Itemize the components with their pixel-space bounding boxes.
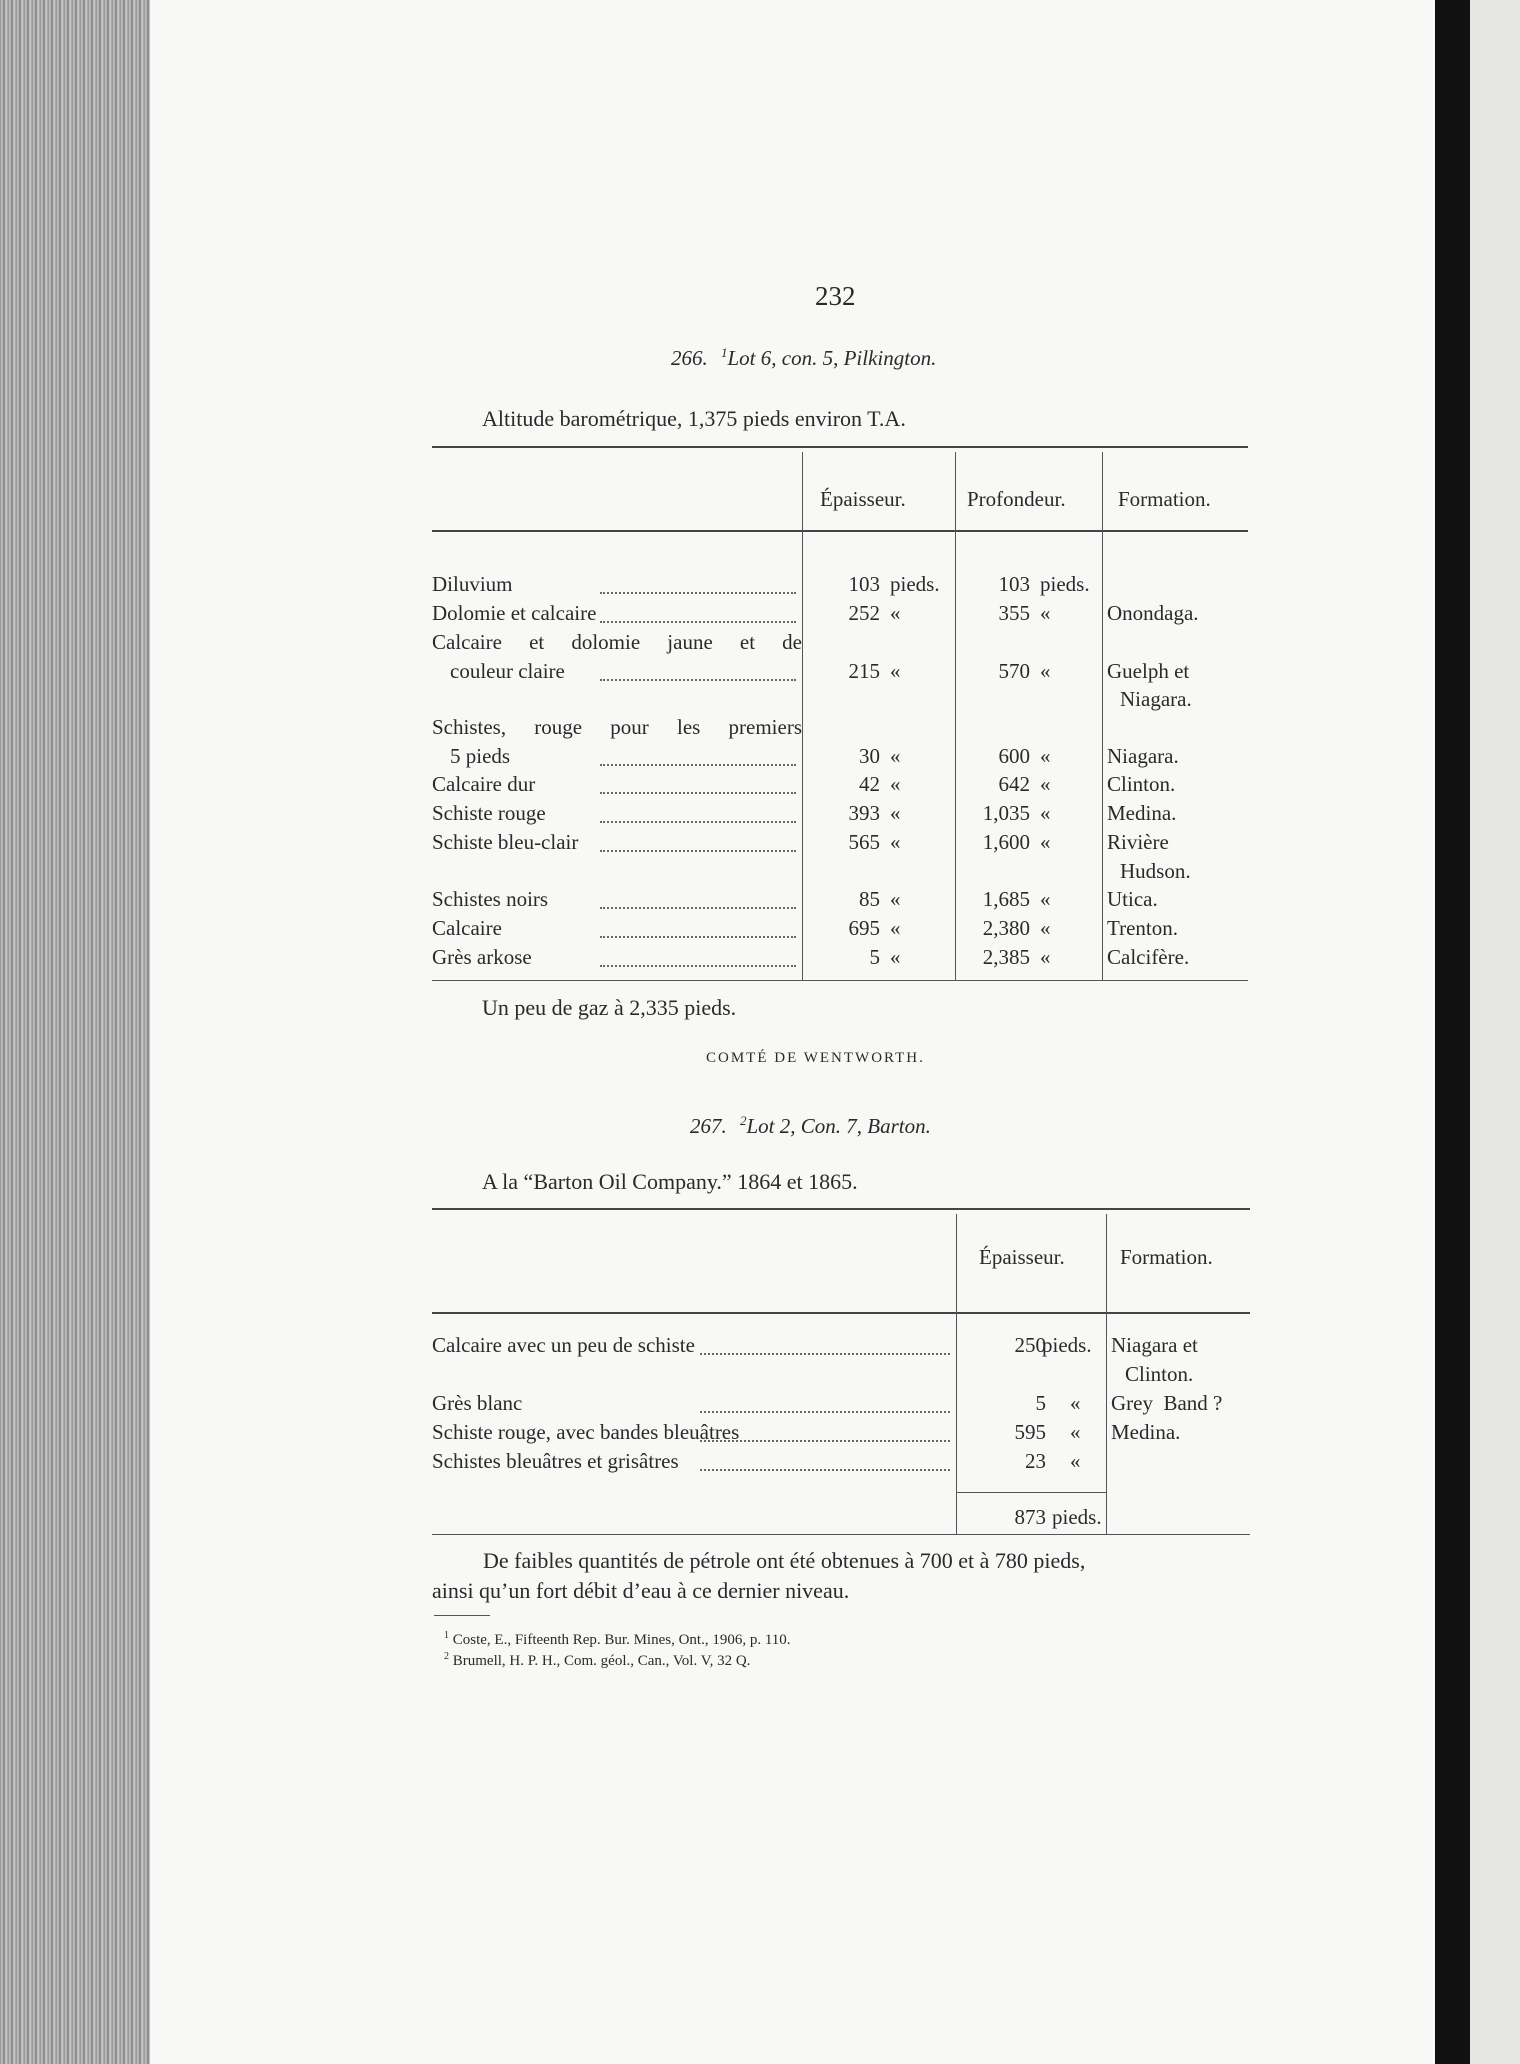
leader-dots bbox=[600, 850, 796, 852]
table1-header-rule bbox=[432, 530, 1248, 532]
thickness-value: 5 bbox=[1035, 1391, 1046, 1415]
description-line: Dolomie et calcaire bbox=[432, 601, 597, 625]
description-line: couleur claire bbox=[450, 658, 565, 683]
thickness-value: 23 bbox=[1025, 1449, 1046, 1473]
table1-bottom-rule bbox=[432, 980, 1248, 981]
depth-unit: « bbox=[1040, 743, 1051, 768]
formation-value: Hudson. bbox=[1120, 858, 1191, 883]
formation-value: Grey Band ? bbox=[1111, 1391, 1223, 1415]
depth-unit: pieds. bbox=[1040, 572, 1090, 596]
formation-value: Onondaga. bbox=[1107, 601, 1199, 625]
table1-col-divider bbox=[955, 452, 956, 980]
footnote-1 bbox=[444, 1630, 791, 1649]
table2-col-divider bbox=[956, 1214, 957, 1534]
depth-unit: « bbox=[1040, 887, 1051, 911]
leader-dots bbox=[600, 965, 796, 967]
thickness-value: 42 bbox=[859, 772, 880, 796]
book-page bbox=[150, 0, 1435, 2064]
thickness-value: 215 bbox=[848, 658, 880, 683]
depth-unit: « bbox=[1040, 916, 1051, 940]
depth-unit: « bbox=[1040, 658, 1051, 683]
column-header-formation: Formation. bbox=[1118, 487, 1211, 511]
thickness-unit: pieds. bbox=[1042, 1333, 1092, 1357]
thickness-value: 252 bbox=[848, 601, 880, 625]
thickness-unit: « bbox=[890, 743, 901, 768]
description-line: Schiste rouge bbox=[432, 801, 546, 825]
description-line: Diluvium bbox=[432, 572, 513, 596]
thickness-unit: « bbox=[890, 658, 901, 683]
thickness-unit: « bbox=[890, 945, 901, 969]
section-267-intro: A la “Barton Oil Company.” 1864 et 1865. bbox=[482, 1169, 858, 1194]
table1-col-divider bbox=[802, 452, 803, 980]
thickness-value: 695 bbox=[848, 916, 880, 940]
leader-dots bbox=[700, 1353, 950, 1355]
formation-value: Rivière bbox=[1107, 830, 1169, 854]
leader-dots bbox=[600, 792, 796, 794]
footnote-1-text: Coste, E., Fifteenth Rep. Bur. Mines, Ont., 1906, p. 110. bbox=[452, 1632, 791, 1648]
thickness-unit: « bbox=[890, 772, 901, 796]
thickness-unit: « bbox=[890, 887, 901, 911]
depth-unit: « bbox=[1040, 830, 1051, 854]
depth-value: 1,035 bbox=[982, 801, 1030, 825]
depth-value: 570 bbox=[998, 658, 1030, 683]
depth-unit: « bbox=[1040, 801, 1051, 825]
depth-unit: « bbox=[1040, 601, 1051, 625]
depth-value: 1,685 bbox=[982, 887, 1030, 911]
formation-value: Trenton. bbox=[1107, 916, 1178, 940]
thickness-unit: « bbox=[1070, 1391, 1081, 1415]
thickness-unit: « bbox=[890, 916, 901, 940]
footnote-2-mark: 2 bbox=[444, 1651, 449, 1662]
thickness-unit: « bbox=[890, 801, 901, 825]
leader-dots bbox=[600, 679, 796, 681]
formation-value: Clinton. bbox=[1107, 772, 1176, 796]
description-line: Schistes, rouge pour les premiers bbox=[432, 715, 802, 739]
page-number: 232 bbox=[815, 281, 856, 311]
footnote-mark: 2 bbox=[740, 1113, 747, 1128]
formation-value: Calcifère. bbox=[1107, 945, 1190, 969]
depth-value: 600 bbox=[998, 743, 1030, 768]
leader-dots bbox=[700, 1440, 950, 1442]
depth-value: 355 bbox=[998, 601, 1030, 625]
heading-number: 266. bbox=[671, 346, 708, 370]
description-line: Schiste rouge, avec bandes bleuâtres bbox=[432, 1420, 740, 1444]
thickness-value: 103 bbox=[848, 572, 880, 596]
formation-value: Niagara. bbox=[1120, 687, 1192, 712]
section-267-heading bbox=[690, 1113, 931, 1139]
formation-value: Guelph et bbox=[1107, 658, 1190, 683]
description-line: Grès arkose bbox=[432, 945, 532, 969]
leader-dots bbox=[600, 764, 796, 766]
depth-unit: « bbox=[1040, 772, 1051, 796]
formation-value: Medina. bbox=[1111, 1420, 1181, 1444]
table1-col-divider bbox=[1102, 452, 1103, 980]
leader-dots bbox=[600, 592, 796, 594]
formation-value: Medina. bbox=[1107, 801, 1177, 825]
table2-bottom-rule bbox=[432, 1534, 1250, 1535]
description-line: Calcaire dur bbox=[432, 772, 536, 796]
thickness-value: 5 bbox=[869, 945, 880, 969]
depth-value: 1,600 bbox=[982, 830, 1030, 854]
column-header-formation: Formation. bbox=[1120, 1245, 1213, 1269]
petrol-note-line2: ainsi qu’un fort débit d’eau à ce dernier niveau. bbox=[432, 1578, 850, 1603]
leader-dots bbox=[600, 936, 796, 938]
total-rule bbox=[956, 1492, 1106, 1493]
column-header-thickness: Épaisseur. bbox=[979, 1245, 1065, 1269]
formation-value: Niagara et bbox=[1111, 1333, 1198, 1357]
depth-unit: « bbox=[1040, 945, 1051, 969]
thickness-value: 250 bbox=[1014, 1333, 1046, 1357]
description-line: Schiste bleu-clair bbox=[432, 830, 579, 854]
table1-top-rule bbox=[432, 446, 1248, 448]
thickness-unit: « bbox=[1070, 1449, 1081, 1473]
thickness-value: 565 bbox=[848, 830, 880, 854]
section-266-heading bbox=[671, 345, 936, 371]
description-line: Schistes bleuâtres et grisâtres bbox=[432, 1449, 679, 1473]
thickness-unit: « bbox=[1070, 1420, 1081, 1444]
heading-number: 267. bbox=[690, 1114, 727, 1138]
description-line: 5 pieds bbox=[450, 743, 511, 768]
thickness-value: 30 bbox=[859, 743, 880, 768]
thickness-unit: pieds. bbox=[890, 572, 940, 596]
gutter-shadow bbox=[1435, 0, 1470, 2064]
footnote-separator bbox=[434, 1615, 490, 1616]
description-line: Schistes noirs bbox=[432, 887, 549, 911]
facing-page bbox=[1470, 0, 1520, 2064]
heading-text: Lot 2, Con. 7, Barton. bbox=[746, 1114, 931, 1138]
heading-text: Lot 6, con. 5, Pilkington. bbox=[727, 346, 937, 370]
county-heading: COMTÉ DE WENTWORTH. bbox=[706, 1050, 925, 1066]
footnote-2 bbox=[444, 1651, 750, 1670]
description-line: Calcaire et dolomie jaune et de bbox=[432, 630, 802, 654]
total-value: 873 bbox=[1014, 1505, 1046, 1529]
table2-header-rule bbox=[432, 1312, 1250, 1314]
footnote-2-text: Brumell, H. P. H., Com. géol., Can., Vol. V, 32 Q. bbox=[452, 1653, 751, 1669]
column-header-thickness: Épaisseur. bbox=[820, 487, 906, 511]
section-266-intro: Altitude barométrique, 1,375 pieds environ T.A. bbox=[482, 406, 906, 431]
thickness-value: 85 bbox=[859, 887, 880, 911]
leader-dots bbox=[600, 621, 796, 623]
total-unit: pieds. bbox=[1052, 1505, 1102, 1529]
footnote-mark: 1 bbox=[721, 345, 728, 360]
gas-note: Un peu de gaz à 2,335 pieds. bbox=[482, 995, 737, 1020]
thickness-unit: « bbox=[890, 601, 901, 625]
depth-value: 2,380 bbox=[982, 916, 1030, 940]
formation-value: Utica. bbox=[1107, 887, 1158, 911]
formation-value: Niagara. bbox=[1107, 743, 1179, 768]
formation-value: Clinton. bbox=[1125, 1361, 1194, 1386]
leader-dots bbox=[700, 1411, 950, 1413]
leader-dots bbox=[600, 907, 796, 909]
thickness-value: 595 bbox=[1014, 1420, 1046, 1444]
thickness-value: 393 bbox=[848, 801, 880, 825]
leader-dots bbox=[700, 1469, 950, 1471]
description-line: Calcaire avec un peu de schiste bbox=[432, 1333, 695, 1357]
petrol-note-line1: De faibles quantités de pétrole ont été obtenues à 700 et à 780 pieds, bbox=[483, 1548, 1086, 1573]
thickness-unit: « bbox=[890, 830, 901, 854]
column-header-depth: Profondeur. bbox=[967, 487, 1066, 511]
depth-value: 103 bbox=[998, 572, 1030, 596]
footnote-1-mark: 1 bbox=[444, 1630, 449, 1641]
table2-top-rule bbox=[432, 1208, 1250, 1210]
depth-value: 642 bbox=[998, 772, 1030, 796]
depth-value: 2,385 bbox=[982, 945, 1030, 969]
description-line: Grès blanc bbox=[432, 1391, 523, 1415]
table2-col-divider bbox=[1106, 1214, 1107, 1534]
leader-dots bbox=[600, 821, 796, 823]
book-page-edges bbox=[0, 0, 150, 2064]
description-line: Calcaire bbox=[432, 916, 502, 940]
